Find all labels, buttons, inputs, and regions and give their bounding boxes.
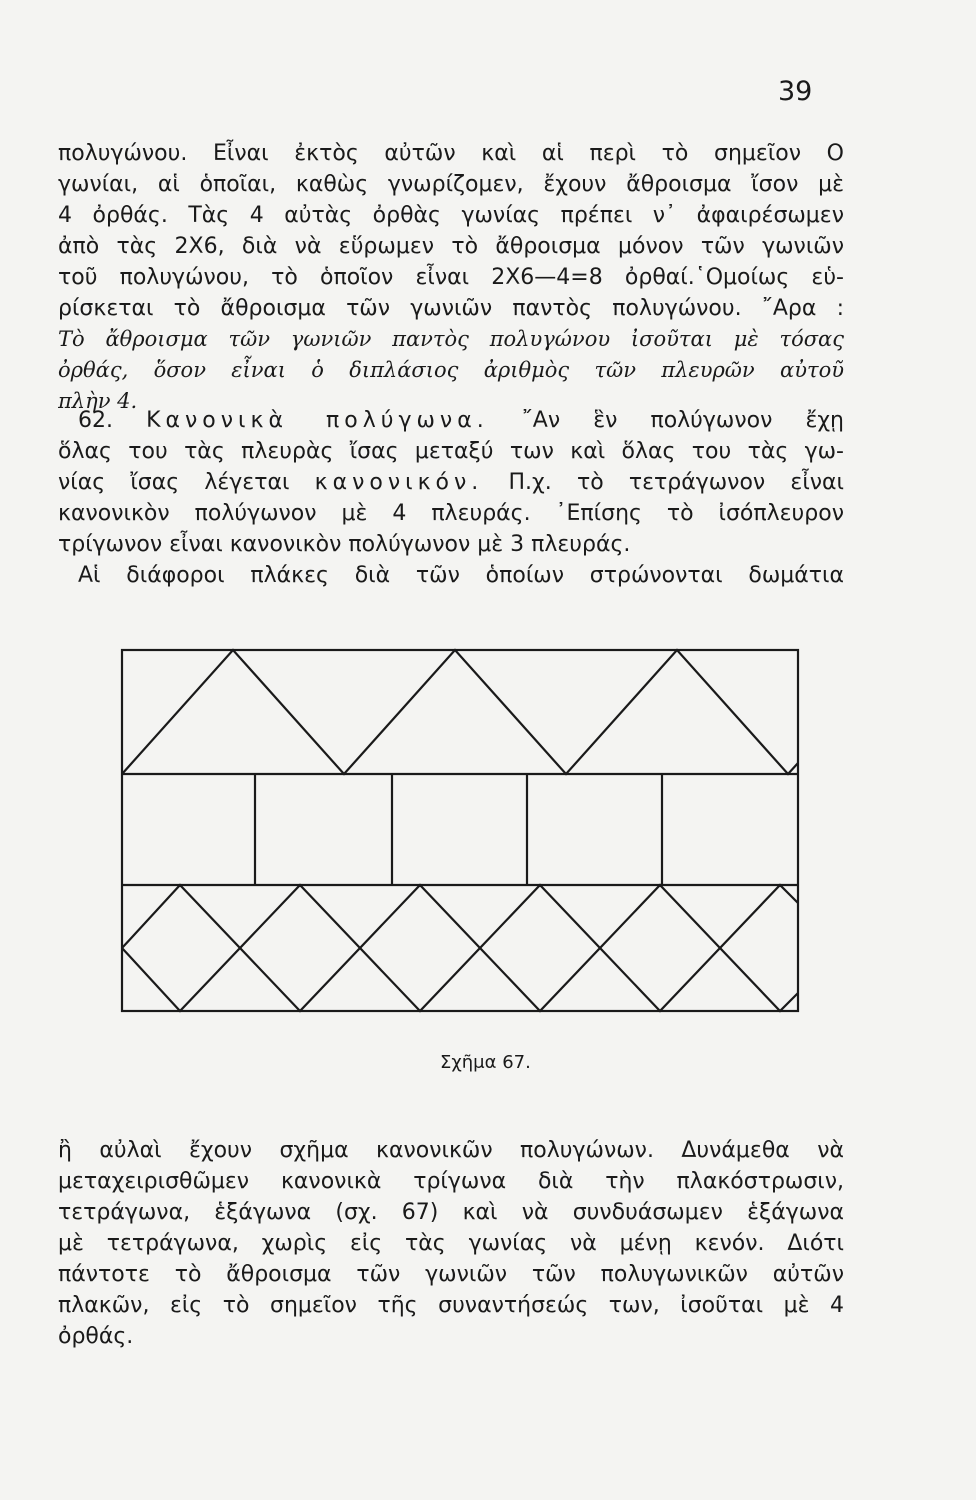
defined-term: κανονικόν. xyxy=(314,470,484,495)
text-line: ὅλας του τὰς πλευρὰς ἴσας μεταξύ των καὶ ὅλας του τὰς γω- xyxy=(58,439,844,464)
text-line: ἢ αὐλαὶ ἔχουν σχῆμα κανονικῶν πολυγώνων. Δυνάμεθα νὰ xyxy=(58,1138,844,1163)
text-line: πλακῶν, εἰς τὸ σημεῖον τῆς συναντήσεώς των, ἰσοῦται μὲ 4 xyxy=(58,1293,844,1318)
text-line: ὀρθάς. xyxy=(58,1324,134,1349)
text-line: κανονικὸν πολύγωνον μὲ 4 πλευράς. ᾿Επίσης τὸ ἰσόπλευρον xyxy=(58,501,844,526)
text-fragment: ῎Αν ἓν πολύγωνον ἔχῃ xyxy=(521,408,844,433)
text-line: μεταχειρισθῶμεν κανονικὰ τρίγωνα διὰ τὴν πλακόστρωσιν, xyxy=(58,1169,844,1194)
text-line: ἀπὸ τὰς 2Χ6, διὰ νὰ εὕρωμεν τὸ ἄθροισμα μόνον τῶν γωνιῶν xyxy=(58,234,844,259)
page-number: 39 xyxy=(778,76,813,107)
rule-line: πλὴν 4. xyxy=(58,389,138,413)
text-line: μὲ τετράγωνα, χωρὶς εἰς τὰς γωνίας νὰ μένῃ κενόν. Διότι xyxy=(58,1231,844,1256)
text-line: ρίσκεται τὸ ἄθροισμα τῶν γωνιῶν παντὸς πολυγώνου. ῎Αρα : xyxy=(58,296,844,321)
text-fragment: νίας ἴσας λέγεται xyxy=(58,470,290,495)
text-line: 4 ὀρθάς. Τὰς 4 αὐτὰς ὀρθὰς γωνίας πρέπει ν᾿ ἀφαιρέσωμεν xyxy=(58,203,844,228)
section-term: Κανονικὰ πολύγωνα. xyxy=(146,408,489,433)
section-number: 62. xyxy=(78,408,113,433)
text-line: πολυγώνου. Εἶναι ἐκτὸς αὐτῶν καὶ αἱ περὶ τὸ σημεῖον Ο xyxy=(58,141,844,166)
text-line xyxy=(58,467,844,498)
rule-line: Τὸ ἄθροισμα τῶν γωνιῶν παντὸς πολυγώνου ἰσοῦται μὲ τόσας xyxy=(58,327,844,351)
diamond-zigzag-bottom xyxy=(122,948,798,1011)
text-line: γωνίαι, αἱ ὁποῖαι, καθὼς γνωρίζομεν, ἔχουν ἄθροισμα ἴσον μὲ xyxy=(58,172,844,197)
text-line: τοῦ πολυγώνου, τὸ ὁποῖον εἶναι 2Χ6—4=8 ὀρθαί.῾Ομοίως εὑ- xyxy=(58,265,844,290)
paragraph-angle-sum xyxy=(58,138,844,417)
diamond-zigzag-top xyxy=(122,885,798,948)
text-line: πάντοτε τὸ ἄθροισμα τῶν γωνιῶν τῶν πολυγωνικῶν αὐτῶν xyxy=(58,1262,844,1287)
section-heading-line xyxy=(58,405,844,436)
text-fragment: Π.χ. τὸ τετράγωνον εἶναι xyxy=(508,470,844,495)
text-line: τετράγωνα, ἑξάγωνα (σχ. 67) καὶ νὰ συνδυάσωμεν ἑξάγωνα xyxy=(58,1200,844,1225)
triangle-zigzag xyxy=(122,650,798,774)
paragraph-tiling xyxy=(58,1135,844,1352)
paragraph-regular-polygons xyxy=(58,405,844,591)
text-line: Αἱ διάφοροι πλάκες διὰ τῶν ὁποίων στρώνονται δωμάτια xyxy=(78,563,844,588)
figure-border xyxy=(122,650,798,1011)
figure-caption: Σχῆμα 67. xyxy=(440,1052,531,1073)
tiling-figure xyxy=(120,648,800,1013)
rule-line: ὀρθάς, ὅσον εἶναι ὁ διπλάσιος ἀριθμὸς τῶν πλευρῶν αὐτοῦ xyxy=(58,358,844,382)
text-line: τρίγωνον εἶναι κανονικὸν πολύγωνον μὲ 3 πλευράς. xyxy=(58,532,631,557)
